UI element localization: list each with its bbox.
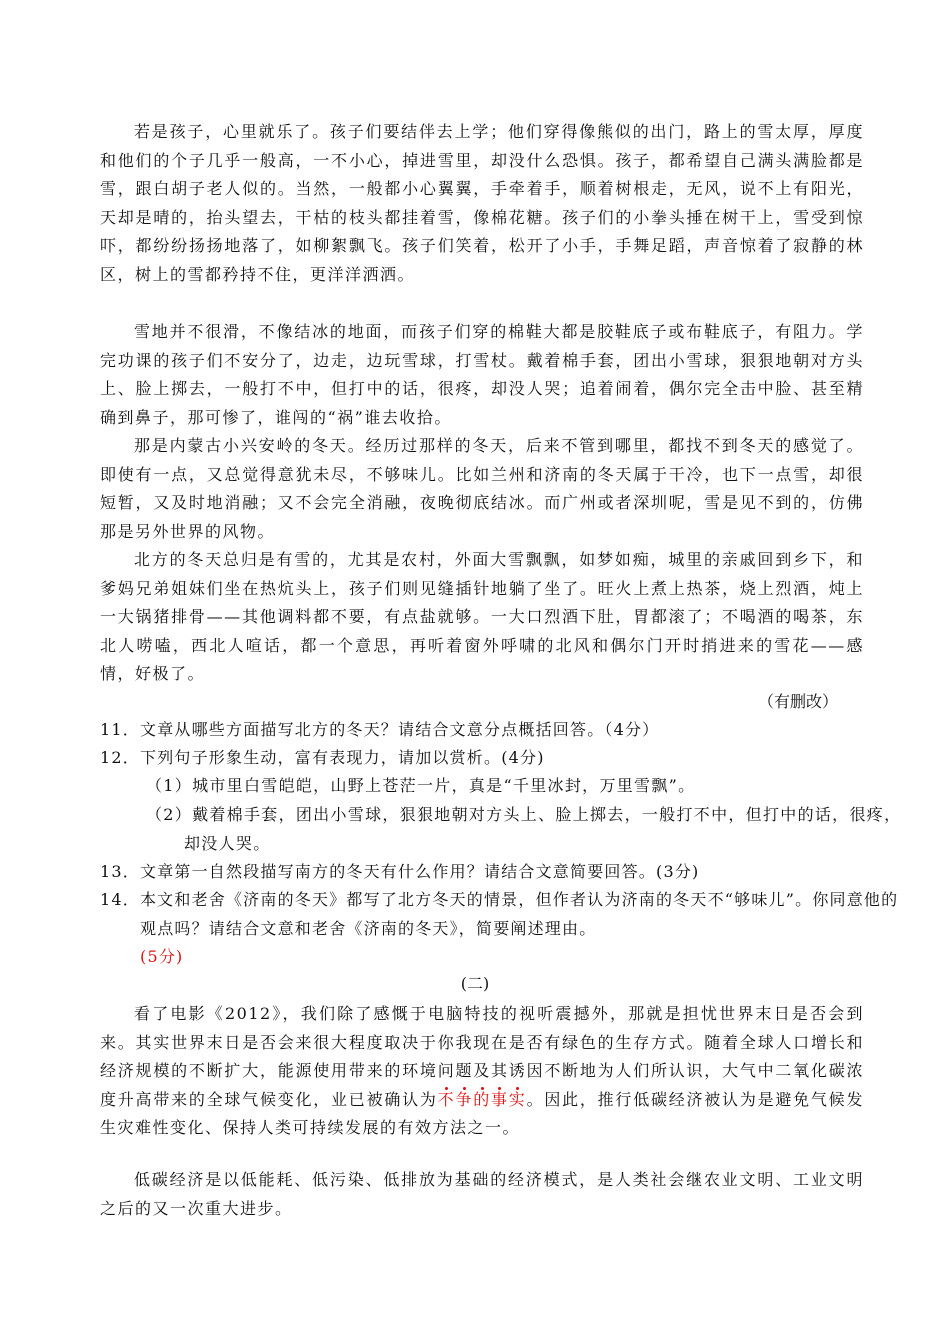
paragraph-children-snow: 若是孩子，心里就乐了。孩子们要结伴去上学；他们穿得像熊似的出门，路上的雪太厚，厚度和他们的个子几乎一般高，一不小心，掉进雪里，却没什么恐惧。孩子，都希望自己满头满脸都是雪，跟白胡子老人似的。当然，一般都小心翼翼，手牵着手，顺着树根走，无风，说不上有阳光，天却是晴的，抬头望去，干枯的枝头都挂着雪，像棉花糖。孩子们的小拳头捶在树干上，雪受到惊吓，都纷纷扬扬地落了，如柳絮飘飞。孩子们笑着，松开了小手，手舞足蹈，声音惊着了寂静的林区，树上的雪都矜持不住，更洋洋洒洒。 <box>100 122 864 284</box>
question-13-text: 文章第一自然段描写南方的冬天有什么作用？请结合文意简要回答。(3分) <box>140 862 700 881</box>
question-11 <box>100 716 870 745</box>
emphasized-char: 事 <box>491 1089 509 1109</box>
question-12 <box>100 744 870 773</box>
question-14-number: 14． <box>100 890 140 909</box>
paragraph-2012-film <box>100 1000 864 1143</box>
emphasized-char: 实 <box>508 1089 527 1109</box>
emphasized-char: 的 <box>473 1089 491 1109</box>
paragraph-2012-text-after: 。因此，推行低碳经济被认为是避免气候发生灾难性变化、保持人类可持续发展的有效方法之一。 <box>100 1089 864 1137</box>
question-13-number: 13． <box>100 862 140 881</box>
paragraph-xinganling-winter: 那是内蒙古小兴安岭的冬天。经历过那样的冬天，后来不管到哪里，都找不到冬天的感觉了。即使有一点，又总觉得意犹未尽，不够味儿。比如兰州和济南的冬天属于干冷，也下一点雪，却很短暂，又及时地消融；又不会完全消融，夜晚彻底结冰。而广州或者深圳呢，雪是见不到的，仿佛那是另外世界的风物。 <box>100 436 864 541</box>
question-11-number: 11． <box>100 720 140 739</box>
paragraph-northern-winter: 北方的冬天总归是有雪的，尤其是农村，外面大雪飘飘，如梦如痴，城里的亲戚回到乡下，和爹妈兄弟姐妹们坐在热炕头上，孩子们则见缝插针地躺了坐了。旺火上煮上热茶，烧上烈酒，炖上一大锅猪排骨——其他调料都不要，有点盐就够。一大口烈酒下肚，胃都滚了；不喝酒的喝茶，东北人唠嗑，西北人喧话，都一个意思，再听着窗外呼啸的北风和偶尔门开时捎进来的雪花——感情，好极了。 <box>100 550 864 683</box>
section-2-heading: (二) <box>460 974 490 993</box>
question-13 <box>100 858 870 887</box>
paragraph-snowball-fight: 雪地并不很滑，不像结冰的地面，而孩子们穿的棉鞋大都是胶鞋底子或布鞋底子，有阻力。学完功课的孩子们不安分了，边走，边玩雪球，打雪杖。戴着棉手套，团出小雪球，狠狠地朝对方头上、脸上掷去，一般打不中，但打中的话，很疼，却没人哭；追着闹着，偶尔完全击中脸、甚至精确到鼻子，那可惨了，谁闯的“祸”谁去收拾。 <box>100 322 864 427</box>
question-12-item-1: （1）城市里白雪皑皑，山野上苍茫一片，真是“千里冰封，万里雪飘”。 <box>146 776 696 795</box>
emphasized-char: 不 <box>437 1089 456 1109</box>
question-14 <box>100 886 910 972</box>
edit-note: （有删改） <box>757 692 838 711</box>
question-12-text: 下列句子形象生动，富有表现力，请加以赏析。(4分) <box>140 748 545 767</box>
question-14-score: (5分) <box>140 947 184 966</box>
question-14-text: 本文和老舍《济南的冬天》都写了北方冬天的情景，但作者认为济南的冬天不“够味儿”。你同意他的观点吗？请结合文意和老舍《济南的冬天》，简要阐述理由。 <box>139 890 899 938</box>
question-12-number: 12． <box>100 748 140 767</box>
emphasized-char: 争 <box>455 1089 474 1109</box>
paragraph-low-carbon: 低碳经济是以低能耗、低污染、低排放为基础的经济模式，是人类社会继农业文明、工业文明之后的又一次重大进步。 <box>100 1170 864 1218</box>
paragraph-2012-text-before: 看了电影《2012》，我们除了感慨于电脑特技的视听震撼外，那就是担忧世界末日是否会到来。其实世界末日是否会来很大程度取决于你我现在是否有绿色的生存方式。随着全球人口增长和经济规模的不断扩大，能源使用带来的环境问题及其诱因不断地为人们所认识，大气中二氧化碳浓度升高带来的全球气候变化，业已被确认为 <box>100 1004 864 1109</box>
emphasized-phrase <box>438 1090 527 1109</box>
question-11-text: 文章从哪些方面描写北方的冬天？请结合文意分点概括回答。（4分） <box>140 720 660 739</box>
question-12-item-2: （2）戴着棉手套，团出小雪球，狠狠地朝对方头上、脸上掷去，一般打不中，但打中的话，很疼，却没人哭。 <box>146 805 902 853</box>
